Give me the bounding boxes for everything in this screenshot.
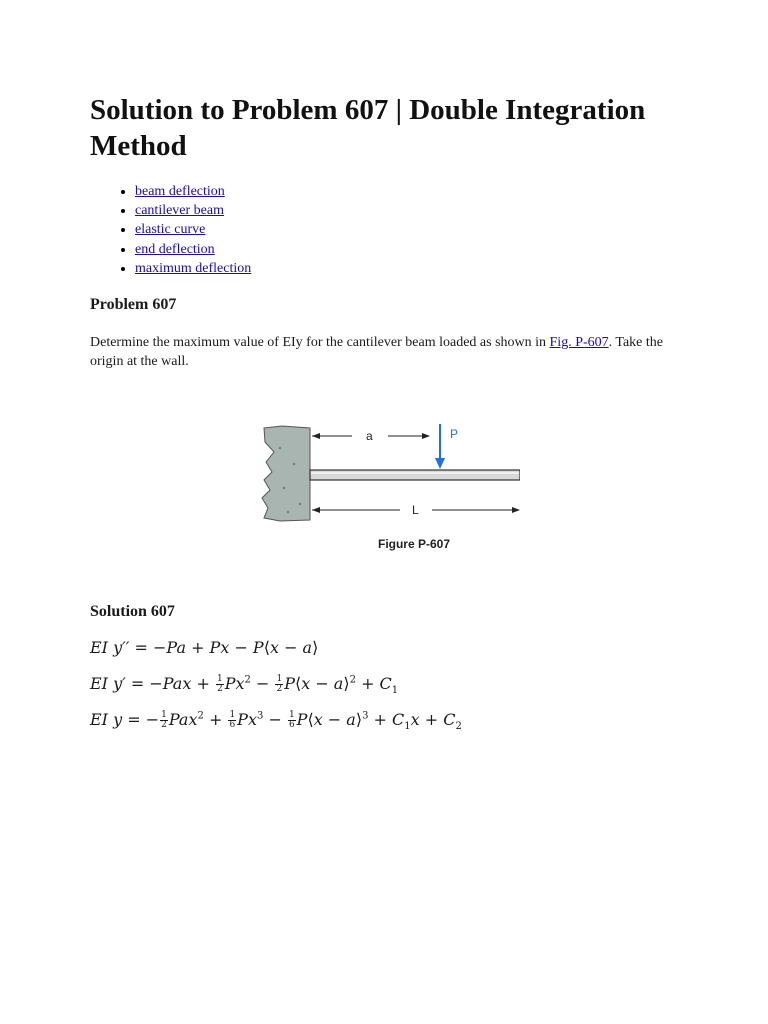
tag-list [90, 182, 251, 278]
figure-link[interactable]: Fig. P-607 [549, 335, 609, 350]
problem-statement [90, 333, 690, 371]
label-a: a [366, 429, 373, 443]
tag-link-elastic-curve[interactable]: elastic curve [135, 222, 206, 238]
beam [310, 470, 520, 480]
equation-1 [90, 638, 318, 657]
wall [262, 426, 310, 521]
dimension-a-arrow-left [312, 433, 320, 439]
tag-item [135, 201, 251, 220]
wall-texture [287, 511, 289, 513]
solution-heading: Solution 607 [90, 603, 175, 620]
equation-1-render: EI y′′ = −Pa + Px − P⟨x − a⟩ [90, 638, 319, 657]
figure-caption: Figure P-607 [377, 537, 451, 551]
tag-link-end-deflection[interactable]: end deflection [135, 241, 215, 257]
equation-2 [90, 674, 398, 696]
figure-p-607 [260, 418, 520, 558]
beam-diagram [260, 418, 520, 558]
equation-2-render: EI y′ = −Pax + $\frac{1}{2}$ Px$^2$ − $\frac{1}{2}$ P⟨x − a⟩$^2$ + $C_1$ [90, 674, 399, 697]
wall-texture [283, 487, 285, 489]
tag-link-beam-deflection[interactable]: beam deflection [135, 184, 225, 199]
label-p: P [450, 427, 459, 441]
tag-item [135, 220, 251, 239]
tag-item [135, 182, 251, 201]
tag-item [135, 259, 251, 278]
dimension-a-arrow-right [422, 433, 430, 439]
equation-3-render: EI y = − $\frac{1}{2}$ Pax$^2$ + $\frac{1}{6}$ Px$^3$ − $\frac{1}{6}$ P⟨x − a⟩$^3$ + $C_1x + C_2$ [90, 710, 462, 733]
tag-item [135, 240, 251, 259]
problem-text: Determine the maximum value of EIy for the cantilever beam loaded as shown in [90, 335, 550, 350]
tag-link-maximum-deflection[interactable]: maximum deflection [135, 260, 252, 276]
problem-heading: Problem 607 [90, 296, 177, 313]
page-title: Solution to Problem 607 | Double Integration Method [90, 94, 646, 162]
dimension-l-arrow-right [512, 507, 520, 513]
load-arrow-head [435, 458, 445, 469]
problem-text-end: . Take the origin at the wall. [90, 335, 663, 369]
equation-3 [90, 710, 462, 732]
dimension-l-arrow-left [312, 507, 320, 513]
label-l: L [412, 503, 419, 517]
wall-texture [299, 503, 301, 505]
wall-texture [293, 463, 295, 465]
tag-link-cantilever-beam[interactable]: cantilever beam [135, 203, 225, 219]
wall-texture [279, 447, 281, 449]
